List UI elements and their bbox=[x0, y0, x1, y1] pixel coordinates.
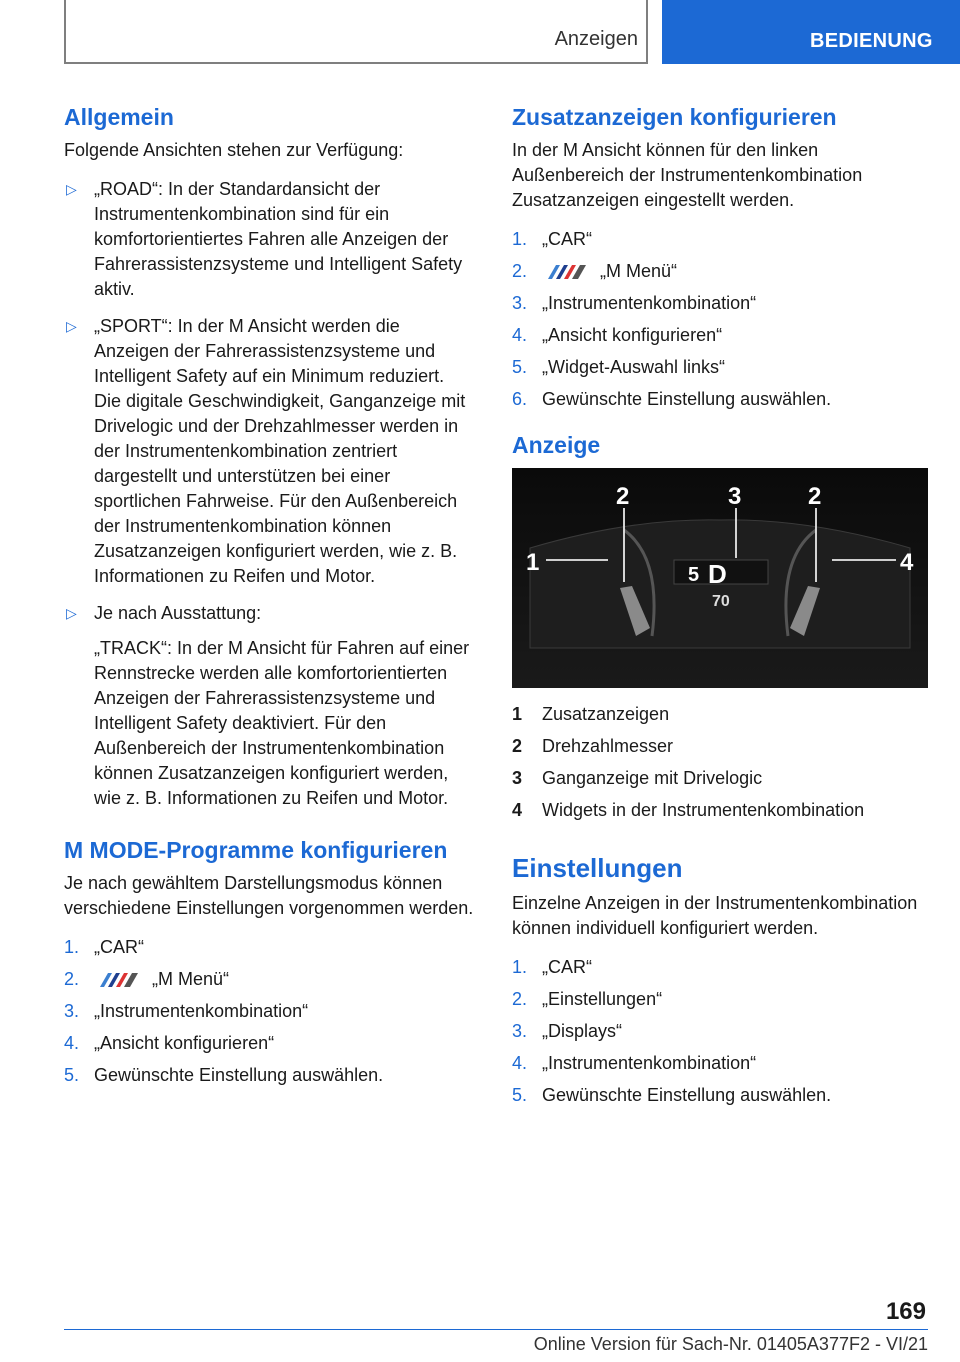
list-item: ▷ „SPORT“: In der M Ansicht werden die Anzeigen der Fahrerassistenzsysteme und Intelligent Safety auf ein Minimum reduziert. Die digitale Geschwindigkeit, Ganganzeige mit Drivelogic und der Drehzahlmesser werden in der Instrumentenkombination zentriert dargestellt und unterstützen bei einer sportlichen Fahrweise. Für den Außenbereich der Instrumentenkombination können Zusatzanzeigen konfiguriert werden, wie z. B. Informationen zu Reifen und Motor. bbox=[66, 316, 466, 586]
legend-item: 4 Widgets in der Instrumentenkombination bbox=[512, 800, 865, 820]
list-item: ▷ Je nach Ausstattung: „TRACK“: In der M Ansicht für Fahren auf einer Rennstrecke werden alle komfortorientierten Anzeigen der Fahrerassistenzsysteme und Intelligent Safety deaktiviert. Für den Außenbereich der Instrumentenkombination können Zusatzanzeigen konfiguriert werden, wie z. B. Informationen zu Reifen und Motor. bbox=[64, 601, 476, 811]
callout-3: 3 bbox=[728, 483, 742, 510]
callout-2: 2 bbox=[616, 483, 630, 510]
list-item: 2. „Einstellungen“ bbox=[512, 989, 663, 1009]
gear-digit: 5 bbox=[688, 564, 700, 586]
callout-2b: 2 bbox=[808, 483, 822, 510]
speed-readout: 70 bbox=[712, 593, 730, 610]
m-menu-icon bbox=[94, 973, 140, 987]
callout-4: 4 bbox=[900, 549, 914, 576]
left-column bbox=[64, 100, 476, 1104]
list-item: 5. „Widget-Auswahl links“ bbox=[512, 357, 726, 377]
header-chapter-tab: BEDIENUNG bbox=[662, 0, 960, 64]
page-number: 169 bbox=[885, 1298, 926, 1325]
list-item: 3. „Instrumentenkombination“ bbox=[64, 1001, 309, 1021]
mmode-intro: Je nach gewähltem Darstellungsmodus können verschiedene Einstellungen vorgenommen werden. bbox=[64, 873, 474, 918]
legend-item: 3 Ganganzeige mit Drivelogic bbox=[512, 768, 763, 788]
list-item: ▷ „ROAD“: In der Standardansicht der Instrumentenkombination sind für ein komfortorientiertes Fahren alle Anzeigen der Fahrerassistenzsysteme und Intelligent Safety aktiv. bbox=[66, 179, 463, 299]
heading-allgemein: Allgemein bbox=[64, 104, 174, 130]
header-section-title: Anzeigen bbox=[554, 28, 638, 50]
right-column bbox=[512, 100, 928, 1124]
list-item: 3. „Displays“ bbox=[512, 1021, 623, 1041]
allgemein-intro: Folgende Ansichten stehen zur Verfügung: bbox=[64, 140, 404, 160]
legend-item: 1 Zusatzanzeigen bbox=[512, 704, 670, 724]
instrument-cluster-illustration bbox=[512, 468, 928, 688]
view-list bbox=[64, 177, 476, 811]
list-item: 1. „CAR“ bbox=[512, 957, 592, 977]
heading-einstellungen: Einstellungen bbox=[512, 853, 683, 883]
list-item: 4. „Ansicht konfigurieren“ bbox=[512, 325, 723, 345]
footer-version-text: Online Version für Sach-Nr. 01405A377F2 - VI/21 bbox=[533, 1334, 928, 1354]
list-item: 5. Gewünschte Einstellung auswählen. bbox=[64, 1065, 384, 1085]
heading-zusatzanzeigen: Zusatzanzeigen konfigurieren bbox=[512, 104, 837, 130]
einstellungen-steps bbox=[512, 955, 928, 1108]
callout-1: 1 bbox=[526, 549, 540, 576]
mmode-steps bbox=[64, 935, 476, 1088]
triangle-bullet-icon: ▷ bbox=[66, 605, 77, 621]
m-menu-icon bbox=[542, 265, 588, 279]
legend-item: 2 Drehzahlmesser bbox=[512, 736, 674, 756]
list-item: 5. Gewünschte Einstellung auswählen. bbox=[512, 1085, 832, 1105]
triangle-bullet-icon: ▷ bbox=[66, 318, 77, 334]
gear-letter: D bbox=[708, 559, 727, 589]
list-item-subtext: „TRACK“: In der M Ansicht für Fahren auf einer Rennstrecke werden alle komfortorientierten Anzeigen der Fahrerassistenzsysteme und Intelligent Safety deaktiviert. Für den Außenbereich der Instrumentenkombination können Zusatzanzeigen konfiguriert werden, wie z. B. Informationen zu Reifen und Motor. bbox=[94, 638, 470, 808]
heading-anzeige: Anzeige bbox=[512, 432, 601, 458]
list-item: 2. „M Menü“ bbox=[64, 969, 230, 989]
zusatz-steps bbox=[512, 227, 928, 412]
heading-mmode: M MODE-Programme konfigurieren bbox=[64, 837, 448, 863]
anzeige-legend bbox=[512, 702, 928, 823]
list-item: 1. „CAR“ bbox=[64, 937, 144, 957]
zusatz-intro: In der M Ansicht können für den linken Außenbereich der Instrumentenkombination Zusatzanzeigen eingestellt werden. bbox=[512, 140, 863, 210]
triangle-bullet-icon: ▷ bbox=[66, 181, 77, 197]
list-item: 2. „M Menü“ bbox=[512, 261, 678, 281]
einstellungen-intro: Einzelne Anzeigen in der Instrumentenkombination können individuell konfiguriert werden. bbox=[512, 893, 918, 938]
list-item: 1. „CAR“ bbox=[512, 229, 592, 249]
list-item: 4. „Instrumentenkombination“ bbox=[512, 1053, 757, 1073]
list-item: 6. Gewünschte Einstellung auswählen. bbox=[512, 389, 832, 409]
list-item: 3. „Instrumentenkombination“ bbox=[512, 293, 757, 313]
list-item: 4. „Ansicht konfigurieren“ bbox=[64, 1033, 275, 1053]
footer-divider bbox=[64, 1329, 928, 1330]
